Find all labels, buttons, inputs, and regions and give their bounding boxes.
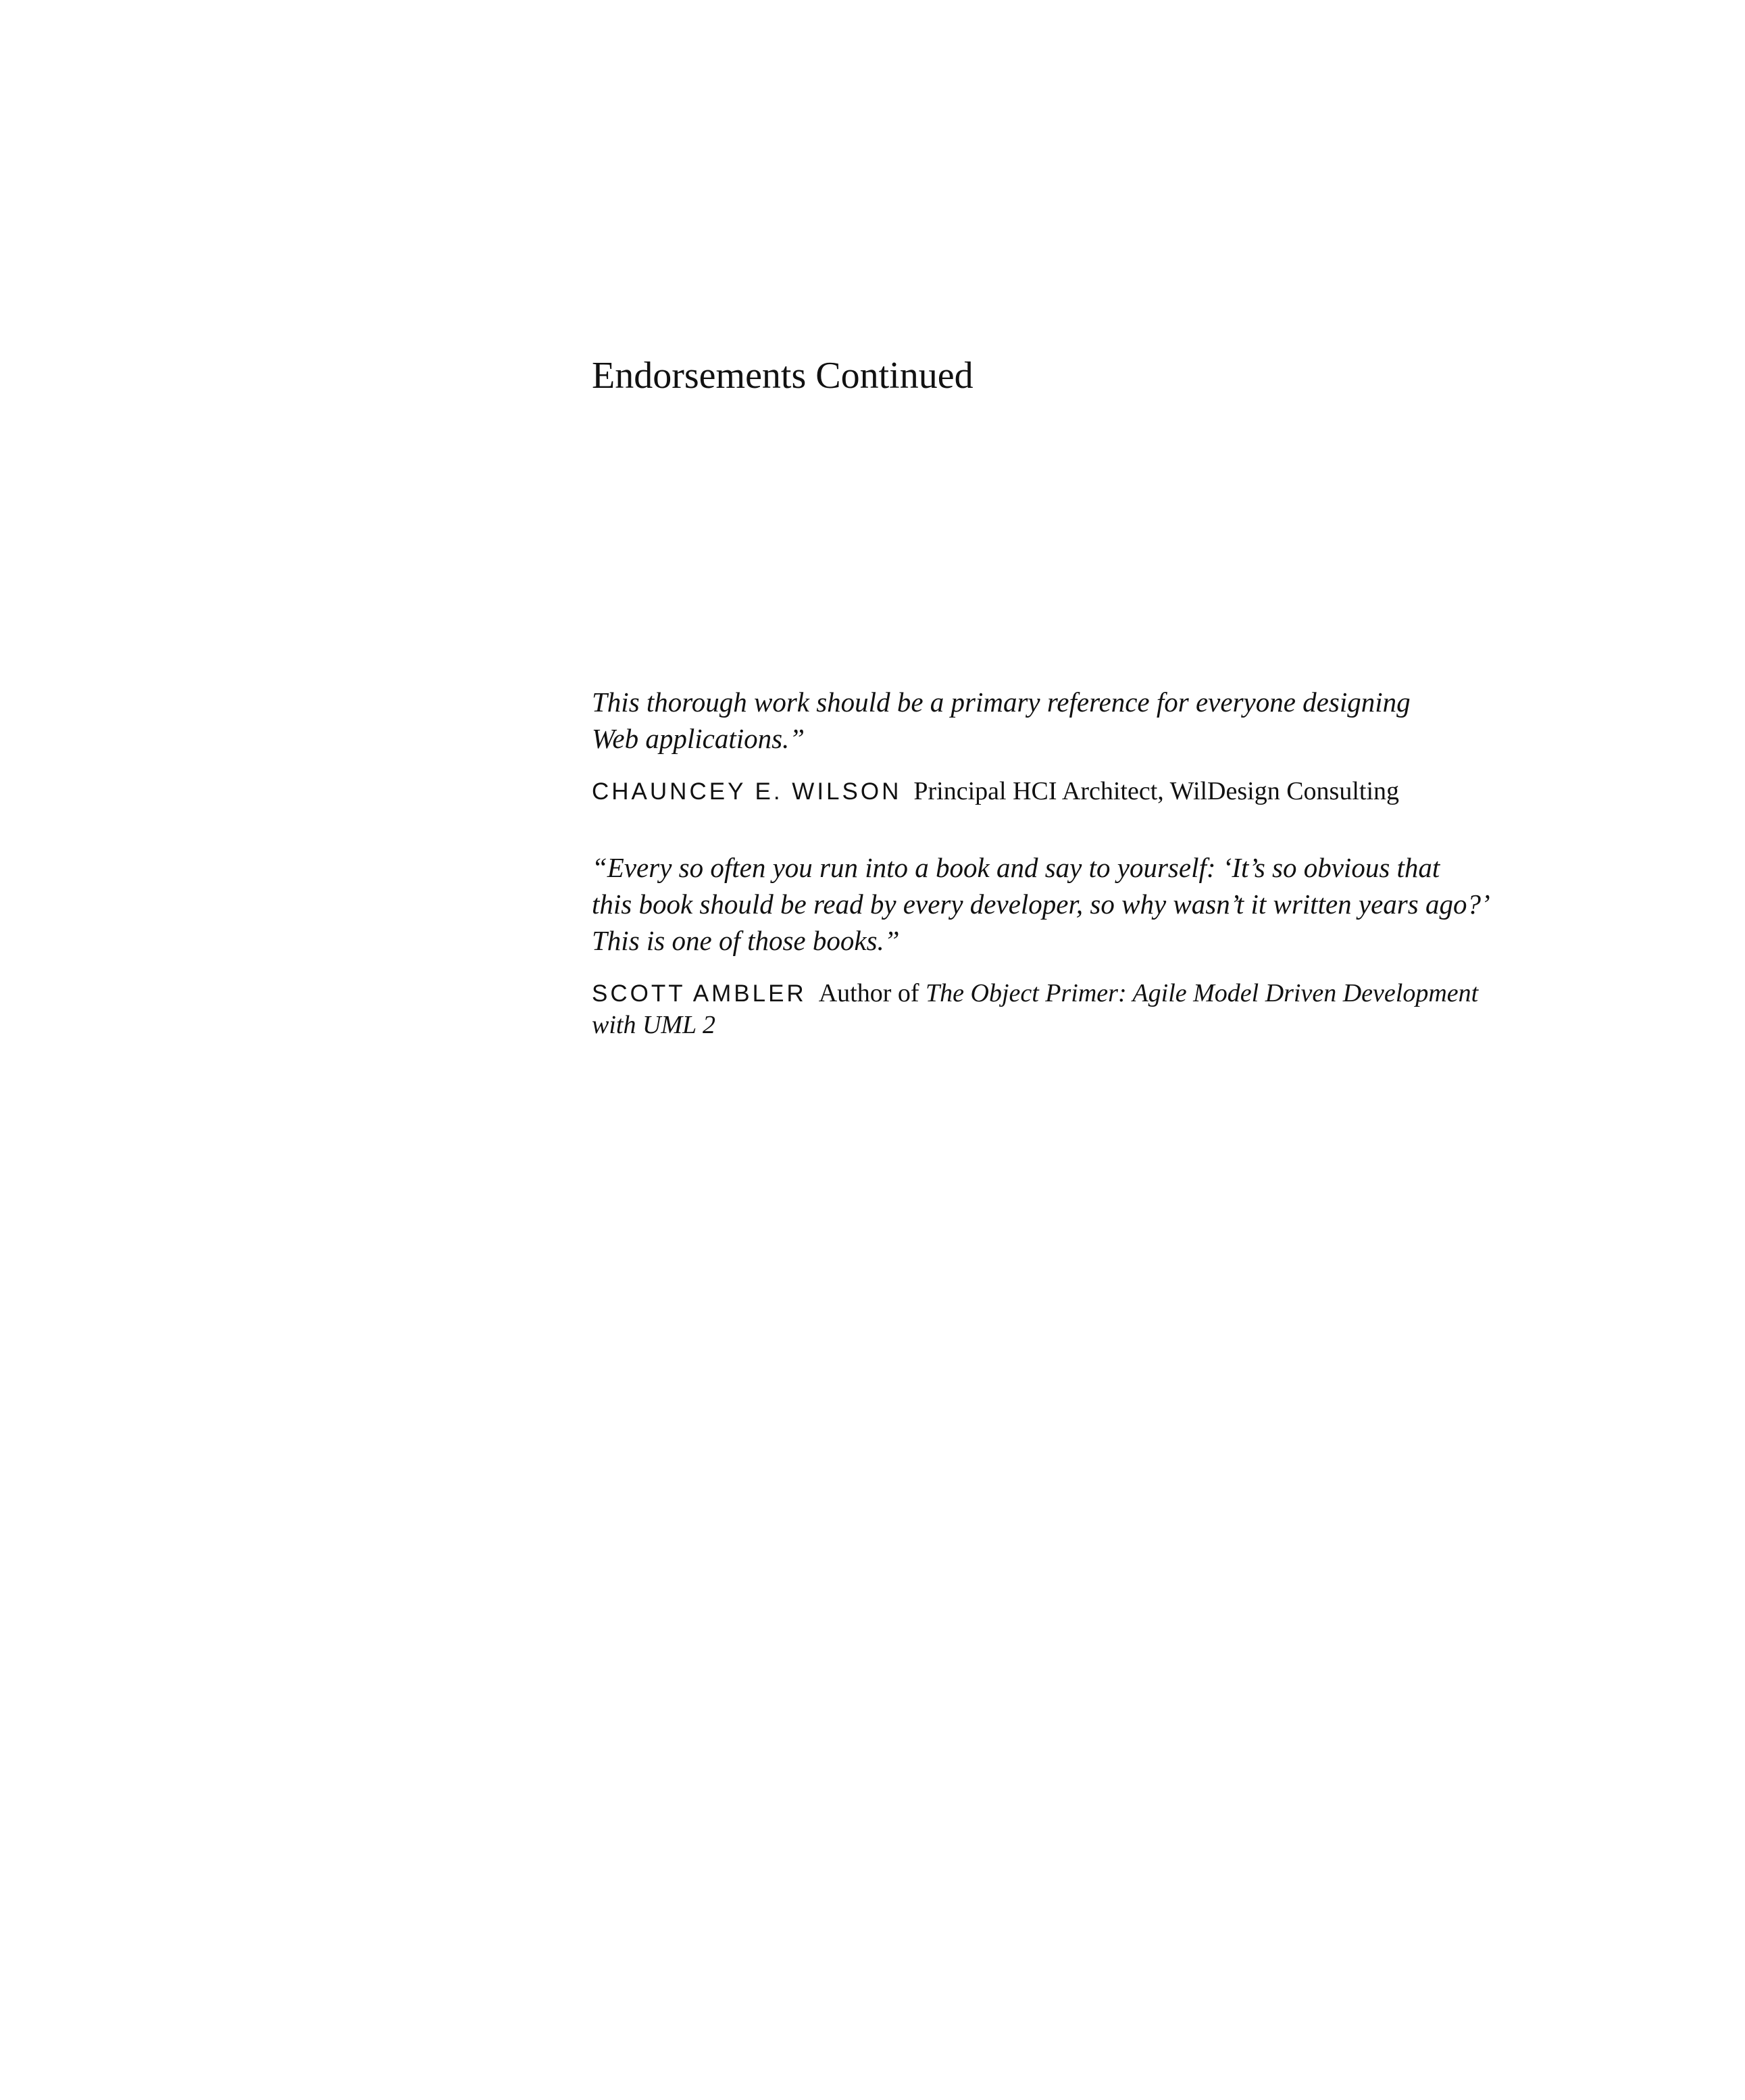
endorsement-ambler (592, 849, 1538, 1041)
quote-line: this book should be read by every developer, so why wasn’t it written years ago?’ (592, 889, 1490, 920)
author-role: Author of (818, 979, 926, 1007)
endorsement-attribution (592, 978, 1538, 1041)
author-name: SCOTT AMBLER (592, 980, 807, 1007)
endorsements-list (592, 684, 1538, 1082)
endorsement-quote (592, 684, 1538, 757)
quote-line: This is one of those books.” (592, 925, 900, 956)
endorsement-attribution (592, 776, 1538, 807)
author-role: Principal HCI Architect, WilDesign Consulting (913, 777, 1400, 805)
endorsement-wilson (592, 684, 1538, 807)
quote-line: Web applications.” (592, 723, 805, 754)
page-title: Endorsements Continued (592, 355, 973, 397)
book-title: The Object Primer: Agile Model Driven Development (926, 979, 1479, 1007)
author-name: CHAUNCEY E. WILSON (592, 778, 902, 805)
quote-line: This thorough work should be a primary reference for everyone designing (592, 686, 1411, 718)
book-title-continued: with UML 2 (592, 1011, 716, 1039)
endorsement-quote (592, 849, 1538, 959)
quote-line: “Every so often you run into a book and say to yourself: ‘It’s so obvious that (592, 852, 1440, 883)
